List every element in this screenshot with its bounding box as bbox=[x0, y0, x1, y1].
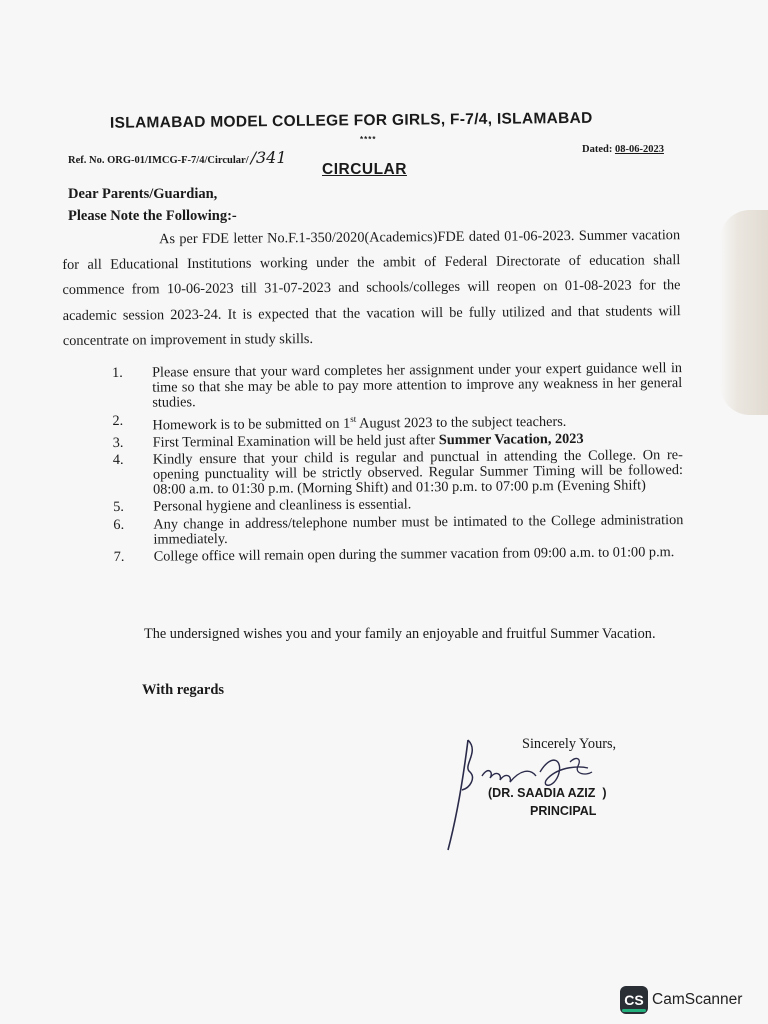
dated-label: Dated: bbox=[582, 144, 613, 155]
item-text: Any change in address/telephone number must be intimated to the College administration immediately. bbox=[153, 511, 684, 548]
list-item bbox=[112, 361, 682, 412]
item-text-sup: st bbox=[350, 413, 357, 424]
item-text: Personal hygiene and cleanliness is essential. bbox=[153, 496, 412, 516]
list-item bbox=[114, 545, 684, 565]
camscanner-logo-icon: CS bbox=[620, 986, 648, 1014]
item-number: 2. bbox=[112, 412, 124, 429]
salutation: Dear Parents/Guardian, bbox=[68, 186, 218, 202]
item-text: Kindly ensure that your child is regular and punctual in attending the College. On re-opening punctuality will be strictly observed. Regular Summer Timing will be followed: 08:00 a.m. to 01:30 p.m. (Morning Shift) and 01:30 p.m. to 07:00 p.m (Evening Shift) bbox=[152, 446, 683, 498]
sincerely-line: Sincerely Yours, bbox=[522, 736, 617, 752]
item-text bbox=[152, 409, 682, 434]
reference-number bbox=[68, 148, 287, 167]
date-line bbox=[582, 144, 664, 155]
item-text-pre: First Terminal Examination will be held just after bbox=[152, 431, 439, 451]
item-number: 3. bbox=[112, 434, 124, 451]
item-text-pre: Homework is to be submitted on 1 bbox=[152, 415, 351, 434]
instructions-list bbox=[112, 361, 684, 567]
item-number: 5. bbox=[113, 499, 125, 516]
list-item bbox=[112, 409, 682, 434]
item-text: College office will remain open during the summer vacation from 09:00 a.m. to 01:00 p.m. bbox=[153, 544, 675, 565]
scan-shadow bbox=[720, 210, 768, 415]
closing-paragraph: The undersigned wishes you and your family an enjoyable and fruitful Summer Vacation. bbox=[144, 626, 656, 642]
item-number: 6. bbox=[113, 516, 125, 533]
principal-name: (DR. SAADIA AZIZ ) bbox=[488, 786, 607, 800]
list-item bbox=[113, 448, 683, 499]
item-number: 4. bbox=[112, 451, 124, 468]
ref-handwritten-number: /341 bbox=[250, 148, 287, 167]
dated-value: 08-06-2023 bbox=[614, 144, 664, 155]
item-text-post: August 2023 to the subject teachers. bbox=[356, 413, 567, 432]
college-title: ISLAMABAD MODEL COLLEGE FOR GIRLS, F-7/4, ISLAMABAD bbox=[109, 109, 593, 132]
regards-line: With regards bbox=[142, 682, 225, 698]
item-number: 7. bbox=[113, 548, 125, 565]
item-number: 1. bbox=[111, 364, 123, 381]
title-stars: **** bbox=[360, 135, 377, 144]
item-text: Please ensure that your ward completes her assignment under your expert guidance well in time so that she may be able to pay more attention to improve any weakness in her general studies. bbox=[151, 360, 683, 412]
list-item bbox=[113, 513, 683, 548]
principal-title: PRINCIPAL bbox=[530, 804, 597, 818]
circular-heading: CIRCULAR bbox=[322, 161, 407, 178]
camscanner-text: CamScanner bbox=[652, 991, 743, 1008]
ref-label: Ref. No. ORG-01/IMCG-F-7/4/Circular/ bbox=[68, 155, 249, 166]
intro-paragraph: As per FDE letter No.F.1-350/2020(Academics)FDE dated 01-06-2023. Summer vacation for all Educational Institutions working under the ambit of Federal Directorate of education shall commence from 10-06-2023 till 31-07-2023 and schools/colleges will reopen on 01-08-2023 for the academic session 2023-24. It is expected that the vacation will be fully utilized and that students will concentrate on improvement in study skills. bbox=[62, 227, 681, 349]
note-line: Please Note the Following:- bbox=[68, 208, 237, 224]
item-text-bold: Summer Vacation, 2023 bbox=[438, 430, 584, 448]
camscanner-watermark bbox=[620, 985, 742, 1015]
